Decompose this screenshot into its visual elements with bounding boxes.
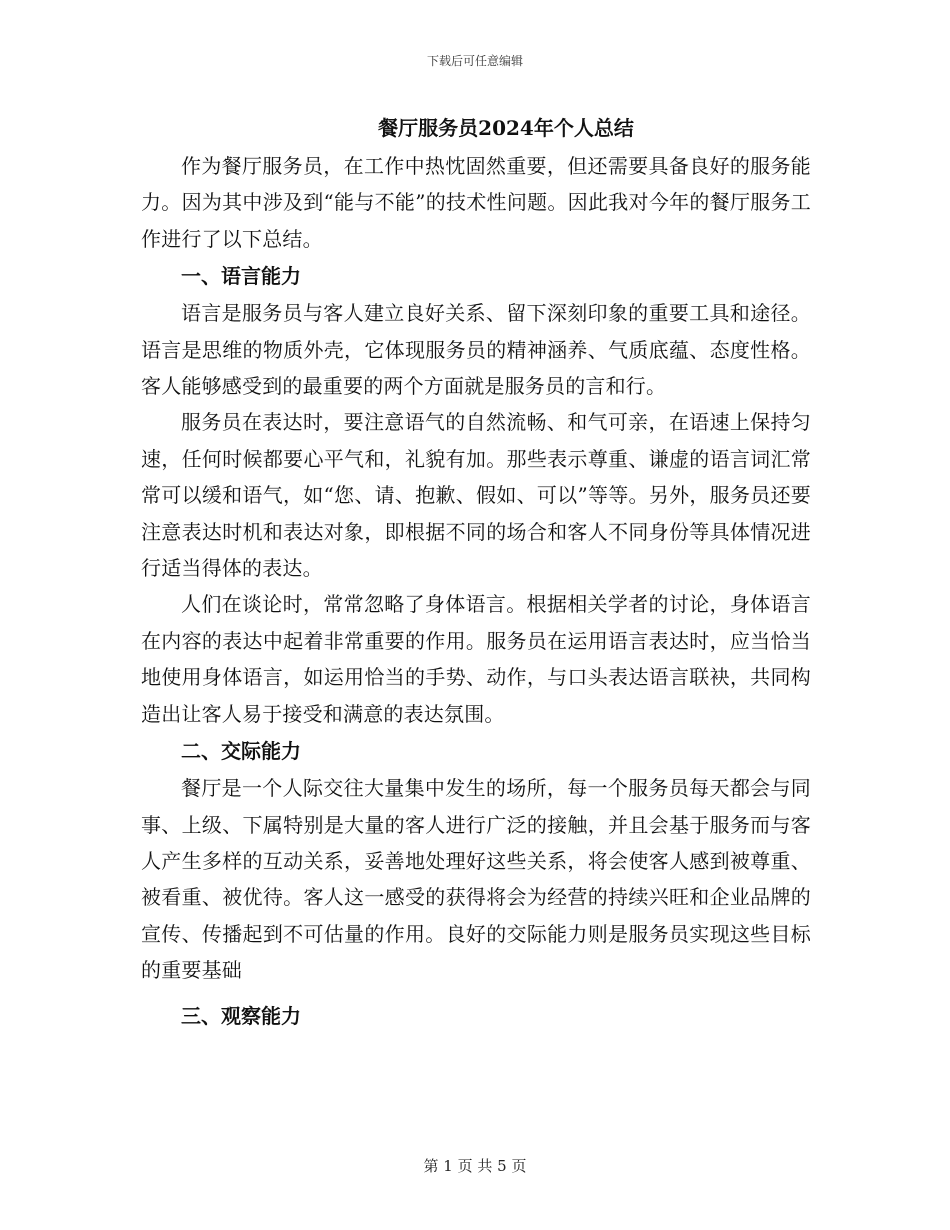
language-paragraph-1: 语言是服务员与客人建立良好关系、留下深刻印象的重要工具和途径。语言是思维的物质外壳，它体现服务员的精神涵养、气质底蕴、态度性格。客人能够感受到的最重要的两个方面就是服务员的言和行。 (141, 301, 811, 399)
language-paragraph-2: 服务员在表达时，要注意语气的自然流畅、和气可亲，在语速上保持匀速，任何时候都要心平气和，礼貌有加。那些表示尊重、谦虚的语言词汇常常可以缓和语气，如“您、请、抱歉、假如、可以”等等。另外，服务员还要注意表达时机和表达对象，即根据不同的场合和客人不同身份等具体情况进行适当得体的表达。 (141, 410, 811, 581)
social-paragraph-1: 餐厅是一个人际交往大量集中发生的场所，每一个服务员每天都会与同事、上级、下属特别是大量的客人进行广泛的接触，并且会基于服务而与客人产生多样的互动关系，妥善地处理好这些关系，将会使客人感到被尊重、被看重、被优待。客人这一感受的获得将会为经营的持续兴旺和企业品牌的宣传、传播起到不可估量的作用。良好的交际能力则是服务员实现这些目标的重要基础 (141, 776, 811, 983)
section-heading-language: 一、语言能力 (181, 264, 301, 289)
intro-paragraph: 作为餐厅服务员，在工作中热忱固然重要，但还需要具备良好的服务能力。因为其中涉及到“能与不能”的技术性问题。因此我对今年的餐厅服务工作进行了以下总结。 (141, 154, 811, 251)
page-header-note: 下载后可任意编辑 (426, 54, 523, 68)
language-paragraph-3: 人们在谈论时，常常忽略了身体语言。根据相关学者的讨论，身体语言在内容的表达中起着非常重要的作用。服务员在运用语言表达时，应当恰当地使用身体语言，如运用恰当的手势、动作，与口头表达语言联袂，共同构造出让客人易于接受和满意的表达氛围。 (141, 592, 811, 726)
document-body (141, 108, 811, 1035)
document-title: 餐厅服务员2024年个人总结 (378, 116, 634, 140)
section-heading-observation: 三、观察能力 (181, 1003, 301, 1028)
section-spacer (141, 989, 811, 997)
section-heading-social: 二、交际能力 (181, 739, 301, 764)
page-number: 第 1 页 共 5 页 (423, 1157, 527, 1175)
